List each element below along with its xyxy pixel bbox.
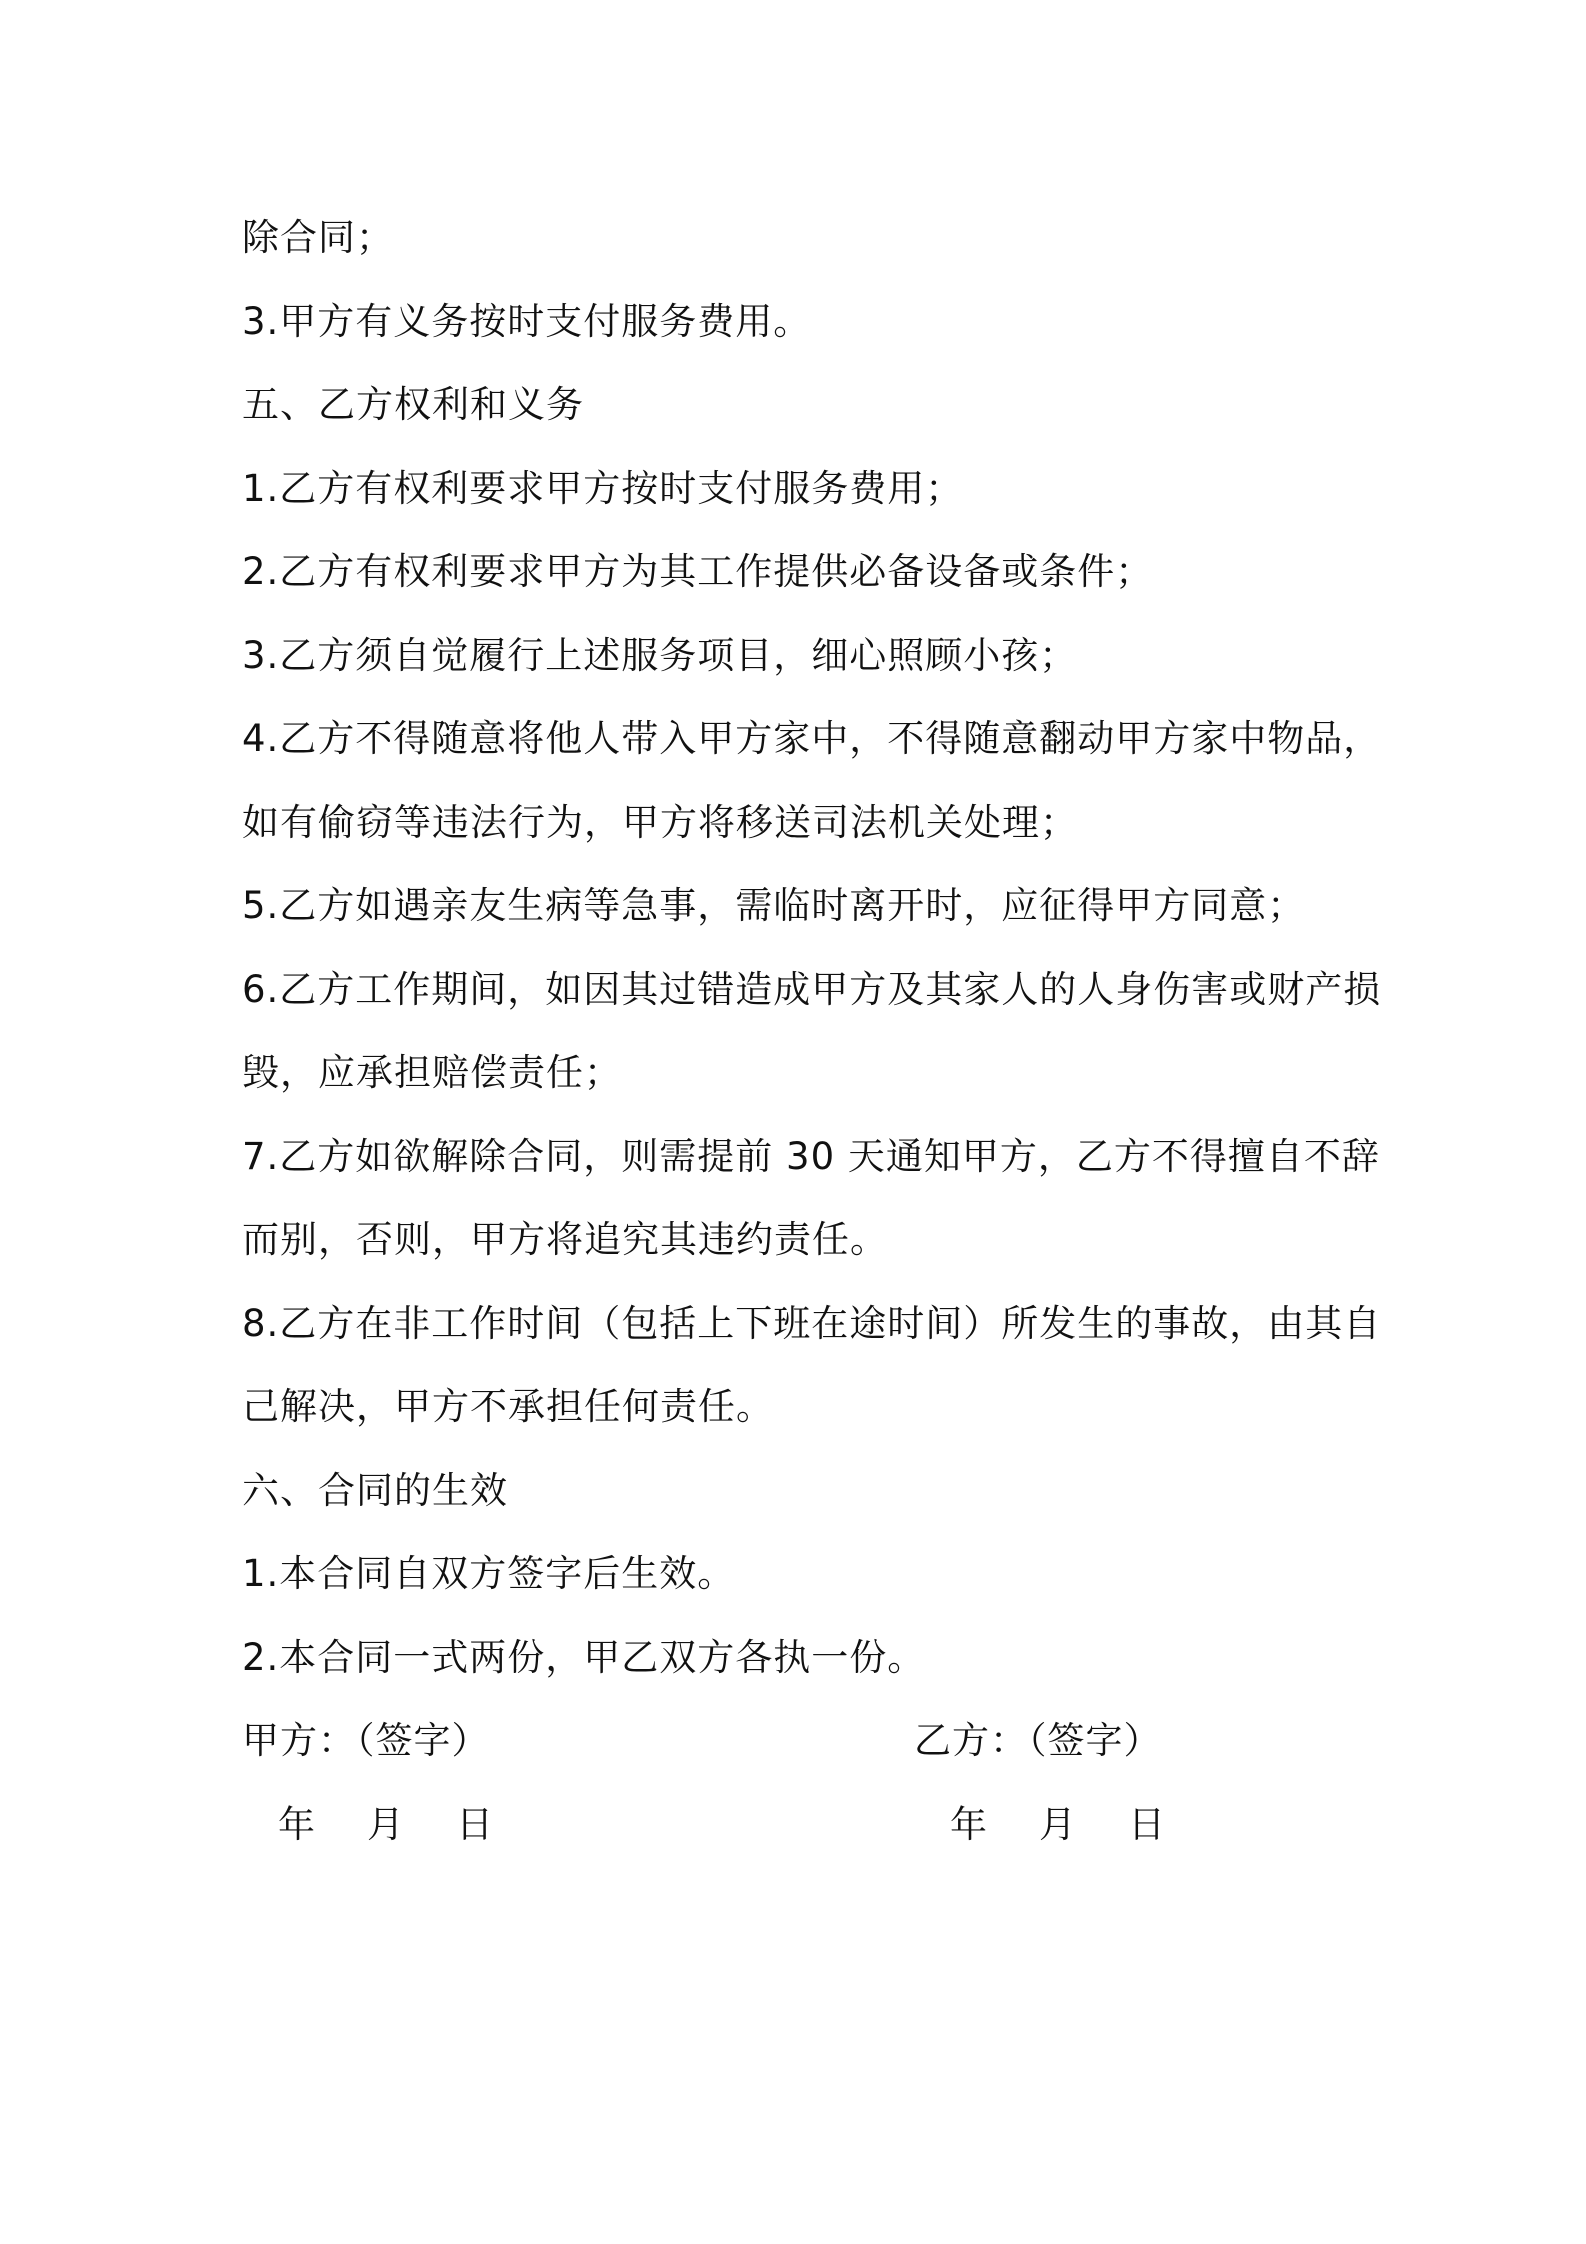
text-line: 毁，应承担赔偿责任；: [242, 1051, 622, 1094]
text-line: 1.乙方有权利要求甲方按时支付服务费用；: [242, 466, 964, 510]
text-line: 2.本合同一式两份，甲乙双方各执一份。: [242, 1635, 926, 1679]
signature-row: [242, 1699, 1362, 1783]
text-line: 而别，否则，甲方将追究其违约责任。: [242, 1218, 888, 1261]
date-row: [242, 1783, 1362, 1867]
section-heading: 五、乙方权利和义务: [242, 383, 584, 426]
party-b-date-label: 年 月 日: [950, 1802, 1167, 1846]
party-a-date-label: 年 月 日: [278, 1802, 495, 1846]
party-a-signature-label: 甲方：（签字）: [242, 1719, 490, 1762]
text-line: 6.乙方工作期间，如因其过错造成甲方及其家人的人身伤害或财产损: [242, 967, 1382, 1011]
text-line: 8.乙方在非工作时间（包括上下班在途时间）所发生的事故，由其自: [242, 1301, 1382, 1345]
text-line: 5.乙方如遇亲友生病等急事，需临时离开时，应征得甲方同意；: [242, 884, 1306, 927]
text-line: 3.乙方须自觉履行上述服务项目，细心照顾小孩；: [242, 633, 1078, 677]
text-line: 3.甲方有义务按时支付服务费用。: [242, 299, 812, 343]
text-line: 7.乙方如欲解除合同，则需提前 30 天通知甲方，乙方不得擅自不辞: [242, 1134, 1380, 1178]
text-line: 2.乙方有权利要求甲方为其工作提供必备设备或条件；: [242, 550, 1154, 593]
text-line: 4.乙方不得随意将他人带入甲方家中，不得随意翻动甲方家中物品，: [242, 717, 1382, 760]
party-b-signature-label: 乙方：（签字）: [914, 1719, 1162, 1762]
section-heading: 六、合同的生效: [242, 1468, 508, 1512]
text-line: 1.本合同自双方签字后生效。: [242, 1552, 736, 1595]
text-line: 除合同；: [242, 216, 394, 259]
text-line: 如有偷窃等违法行为，甲方将移送司法机关处理；: [242, 800, 1078, 844]
document-body: [242, 196, 1382, 1866]
text-line: 己解决，甲方不承担任何责任。: [242, 1385, 774, 1428]
